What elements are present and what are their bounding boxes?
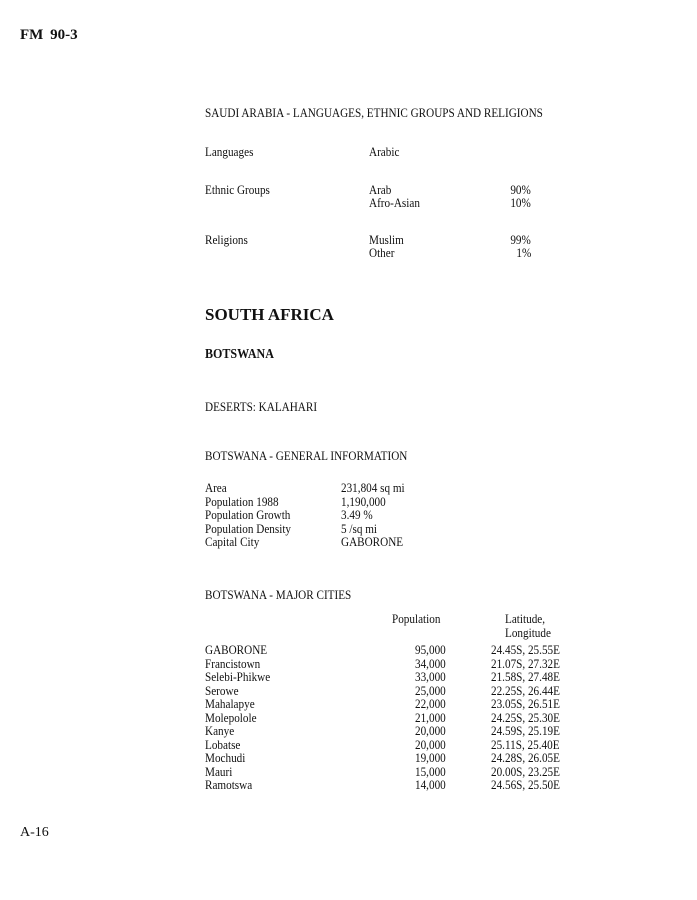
city-name: Serowe (205, 682, 239, 698)
city-coords: 24.28S, 26.05E (491, 750, 560, 765)
city-population: 14,000 (415, 777, 446, 792)
city-population: 33,000 (415, 669, 446, 684)
city-coords: 22.25S, 26.44E (491, 682, 560, 698)
saudi-section-title: SAUDI ARABIA - LANGUAGES, ETHNIC GROUPS AND RELIGIONS (205, 105, 543, 120)
city-coords: 24.45S, 25.55E (491, 642, 560, 657)
city-coords: 24.59S, 25.19E (491, 723, 560, 738)
population-header: Population (392, 611, 441, 626)
general-info-value: 5 /sq mi (341, 520, 378, 536)
religion-item-pct: 1% (516, 245, 531, 260)
languages-label: Languages (205, 144, 254, 159)
city-name: Francistown (205, 655, 261, 671)
city-population: 19,000 (415, 750, 446, 765)
city-coords: 23.05S, 26.51E (491, 696, 560, 711)
city-name: Mahalapye (205, 696, 255, 711)
city-coords: 24.56S, 25.50E (491, 777, 560, 792)
general-info-value: 3.49 % (341, 507, 373, 522)
ethnic-item-name: Arab (369, 182, 392, 197)
deserts-line: DESERTS: KALAHARI (205, 399, 318, 414)
language-item: Arabic (369, 144, 400, 159)
general-info-value: 1,190,000 (341, 493, 386, 509)
latlong-header-line1: Latitude, (505, 611, 546, 626)
ethnic-item-pct: 10% (510, 195, 531, 210)
religion-item-name: Muslim (369, 232, 404, 247)
city-population: 22,000 (415, 696, 446, 711)
general-info-label: Area (205, 480, 227, 495)
region-title: SOUTH AFRICA (205, 305, 334, 324)
general-info-labels (205, 481, 291, 549)
city-name: Ramotswa (205, 777, 253, 792)
city-name: Molepolole (205, 709, 257, 725)
city-population: 34,000 (415, 655, 446, 671)
ethnic-item-name: Afro-Asian (369, 195, 420, 210)
religions-label: Religions (205, 232, 248, 247)
religion-item-pct: 99% (510, 232, 531, 247)
document-id: FM 90-3 (20, 27, 78, 43)
city-name: Lobatse (205, 736, 241, 752)
city-name: Mochudi (205, 750, 246, 765)
religion-item-name: Other (369, 245, 395, 260)
city-population: 15,000 (415, 763, 446, 779)
ethnic-item-pct: 90% (510, 182, 531, 197)
latlong-header-line2: Longitude (505, 625, 551, 640)
general-info-values (341, 481, 405, 549)
city-name: GABORONE (205, 642, 268, 657)
city-coords-column (491, 643, 560, 792)
city-population: 21,000 (415, 709, 446, 725)
major-cities-title: BOTSWANA - MAJOR CITIES (205, 587, 352, 602)
city-population: 20,000 (415, 736, 446, 752)
city-coords: 21.58S, 27.48E (491, 669, 560, 684)
page-number: A-16 (20, 825, 49, 840)
city-name-column (205, 643, 270, 792)
city-coords: 25.11S, 25.40E (491, 736, 560, 752)
general-info-label: Population Growth (205, 507, 291, 522)
city-name: Kanye (205, 723, 235, 738)
country-title: BOTSWANA (205, 347, 274, 362)
general-info-value: 231,804 sq mi (341, 480, 405, 495)
ethnic-groups-label: Ethnic Groups (205, 182, 270, 197)
city-coords: 24.25S, 25.30E (491, 709, 560, 725)
city-population-column (415, 643, 446, 792)
general-info-label: Population 1988 (205, 493, 279, 509)
general-info-title: BOTSWANA - GENERAL INFORMATION (205, 448, 408, 463)
city-population: 20,000 (415, 723, 446, 738)
city-coords: 20.00S, 23.25E (491, 763, 560, 779)
general-info-label: Capital City (205, 534, 260, 549)
city-population: 95,000 (415, 642, 446, 657)
general-info-value: GABORONE (341, 534, 404, 549)
general-info-label: Population Density (205, 520, 292, 536)
city-name: Mauri (205, 763, 233, 779)
city-coords: 21.07S, 27.32E (491, 655, 560, 671)
city-population: 25,000 (415, 682, 446, 698)
city-name: Selebi-Phikwe (205, 669, 271, 684)
